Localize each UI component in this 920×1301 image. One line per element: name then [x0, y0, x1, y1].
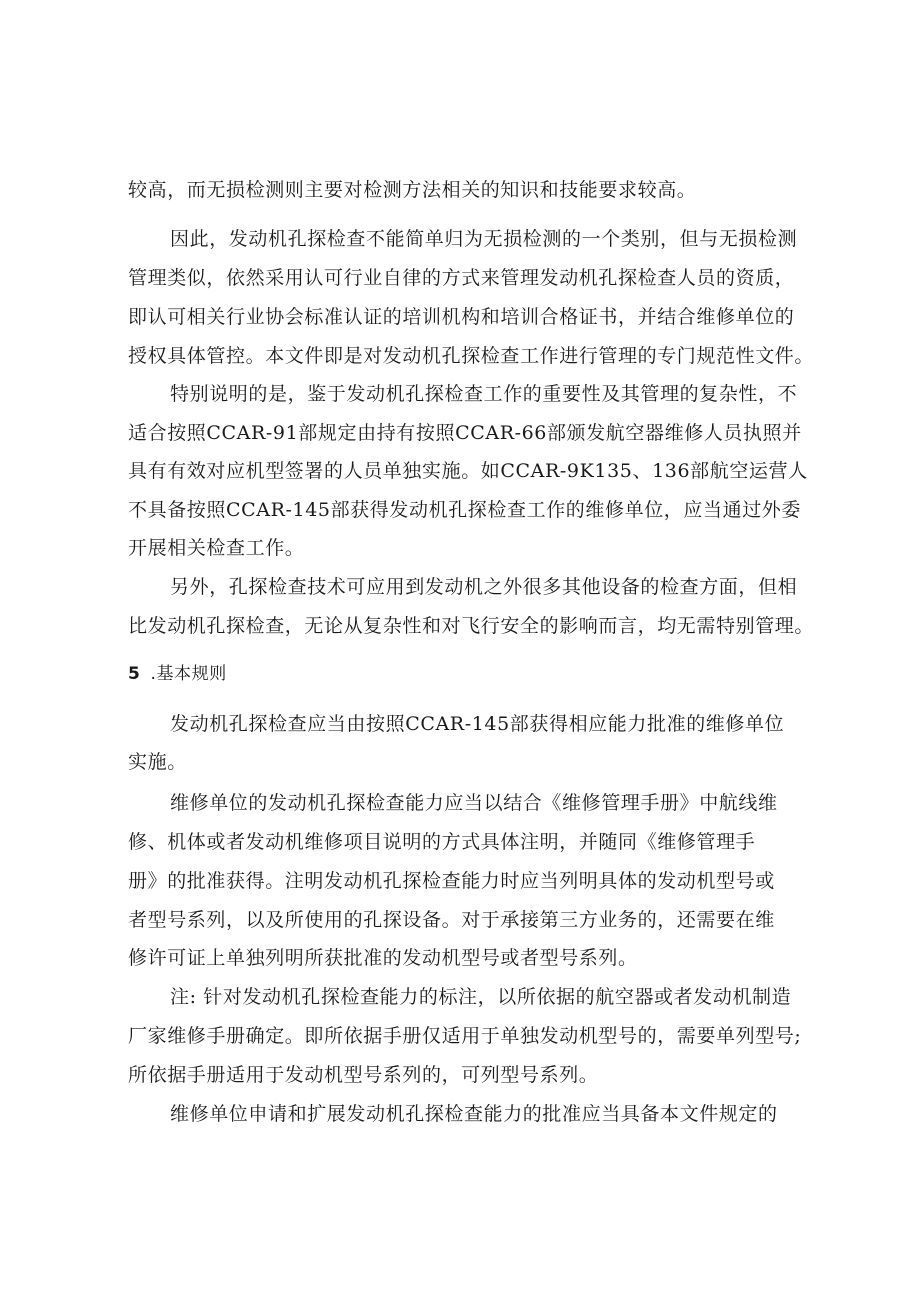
text-line: 比发动机孔探检查，无论从复杂性和对飞行安全的影响而言，均无需特别管理。: [128, 615, 815, 637]
text-line: 修许可证上单独列明所获批准的发动机型号或者型号系列。: [128, 947, 638, 969]
text-line: 适合按照CCAR-91部规定由持有按照CCAR-66部颁发航空器维修人员执照并: [128, 422, 802, 444]
text-line: 授权具体管控。本文件即是对发动机孔探检查工作进行管理的专门规范性文件。: [128, 345, 815, 367]
text-line: 即认可相关行业协会标准认证的培训机构和培训合格证书，并结合维修单位的: [128, 306, 795, 328]
text-line: 较高，而无损检测则主要对检测方法相关的知识和技能要求较高。: [128, 179, 697, 201]
section-heading: [128, 662, 227, 686]
text-line: 册》的批准获得。注明发动机孔探检查能力时应当列明具体的发动机型号或: [128, 870, 775, 892]
text-line: 发动机孔探检查应当由按照CCAR-145部获得相应能力批准的维修单位: [170, 713, 785, 735]
text-line: 另外，孔探检查技术可应用到发动机之外很多其他设备的检查方面，但相: [170, 576, 798, 598]
text-line: 具有有效对应机型签署的人员单独实施。如CCAR-9K135、136部航空运营人: [128, 460, 808, 482]
text-line: 厂家维修手册确定。即所依据手册仅适用于单独发动机型号的，需要单列型号;: [128, 1025, 802, 1047]
text-line: 维修单位的发动机孔探检查能力应当以结合《维修管理手册》中航线维: [170, 792, 778, 814]
text-line: 维修单位申请和扩展发动机孔探检查能力的批准应当具备本文件规定的: [170, 1103, 778, 1125]
text-line: 修、机体或者发动机维修项目说明的方式具体注明，并随同《维修管理手: [128, 831, 756, 853]
text-line: 实施。: [128, 751, 187, 773]
text-line: 者型号系列，以及所使用的孔探设备。对于承接第三方业务的，还需要在维: [128, 909, 775, 931]
text-line: 不具备按照CCAR-145部获得发动机孔探检查工作的维修单位，应当通过外委: [128, 499, 801, 521]
text-line: 开展相关检查工作。: [128, 537, 305, 559]
section-title: .基本规则: [150, 664, 227, 684]
text-line: 因此，发动机孔探检查不能简单归为无损检测的一个类别，但与无损检测: [170, 228, 798, 250]
text-line: 管理类似，依然采用认可行业自律的方式来管理发动机孔探检查人员的资质，: [128, 267, 795, 289]
text-line: 特别说明的是，鉴于发动机孔探检查工作的重要性及其管理的复杂性，不: [170, 383, 798, 405]
text-line: 所依据手册适用于发动机型号系列的，可列型号系列。: [128, 1064, 599, 1086]
section-number: 5: [128, 664, 141, 684]
text-line: 注: 针对发动机孔探检查能力的标注，以所依据的航空器或者发动机制造: [170, 986, 792, 1008]
